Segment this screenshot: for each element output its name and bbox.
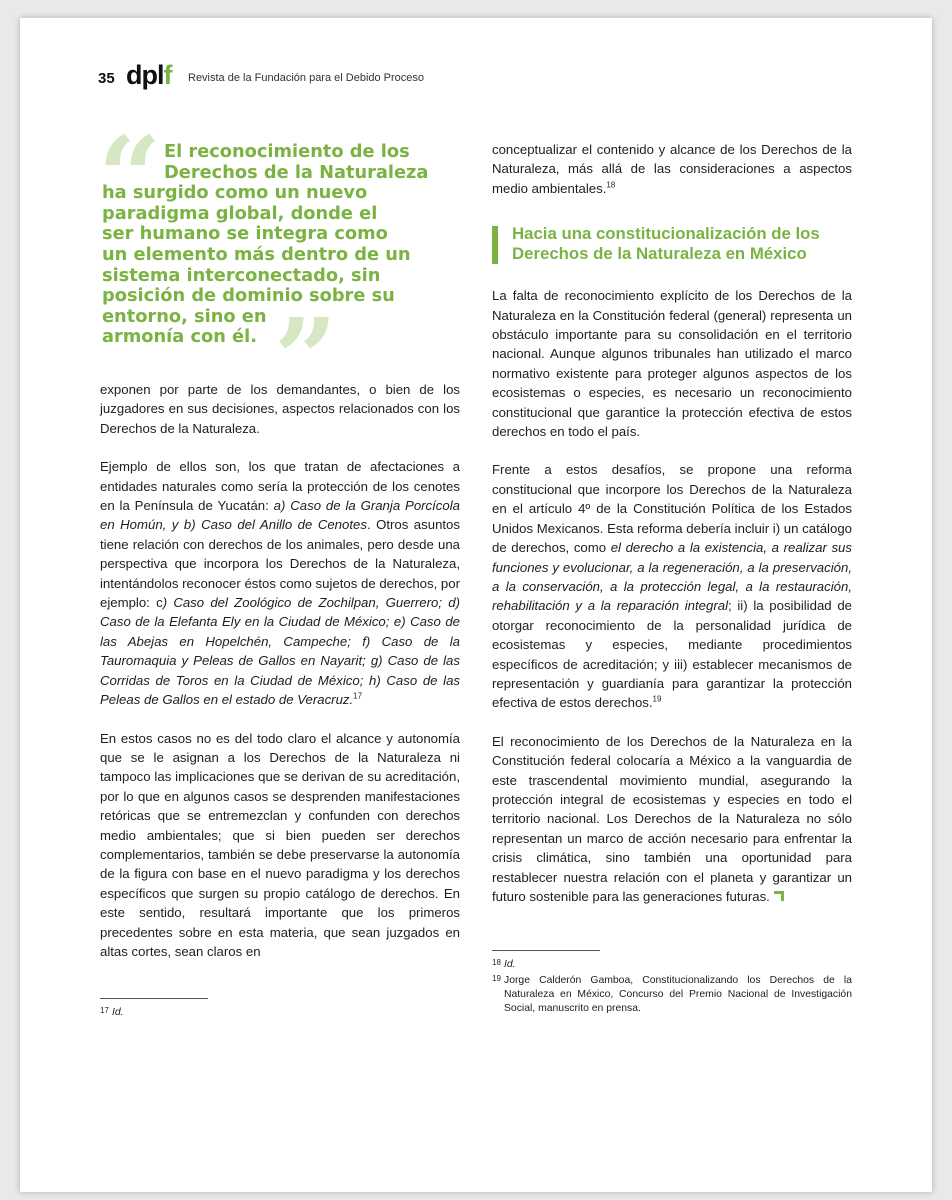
footnote-ref[interactable]: 19 (652, 694, 662, 704)
footnote-text: Jorge Calderón Gamboa, Constitucionalizando los Derechos de la Naturaleza en México, Concurso del Premio Nacional de Investigación Social, manuscrito en prensa. (504, 975, 852, 1014)
end-of-article-icon (774, 891, 784, 901)
quote-line: un elemento más dentro de un (102, 243, 411, 265)
body-paragraph: La falta de reconocimiento explícito de los Derechos de la Naturaleza en la Constitución federal (general) representa un obstáculo importante para su consolidación en el territorio nacional. Aunque algunos tribunales han utilizado el marco normativo existente para proteger algunos aspectos de los ecosistemas o especies, es necesario un reconocimiento constitucional que garantice la protección efectiva de estos derechos en todo el país. (492, 288, 852, 440)
quote-line: armonía con él. (102, 326, 257, 348)
paragraph-text: Ejemplo de ellos son, los que tratan de afectaciones a entidades naturales como sería la protección de los cenotes en la Península de Yucatán: (100, 459, 460, 514)
quote-line: sistema interconectado, sin (102, 264, 381, 286)
footnote (100, 1006, 460, 1020)
paragraph-text: Frente a estos desafíos, se propone una reforma constitucional que incorpore los Derechos de la Naturaleza en el artículo 4º de la Constitución Política de los Estados Unidos Mexicanos. Esta reforma debería incluir i) un catálogo de derechos, como (492, 462, 852, 556)
footnote-text: Id. (504, 959, 516, 970)
quote-line: ser humano se integra como (102, 223, 388, 245)
footnote-ref[interactable]: 18 (606, 180, 616, 190)
dplf-logo (126, 60, 172, 91)
quote-line: El reconocimiento de los (164, 141, 410, 162)
footnote-number: 17 (100, 1006, 109, 1015)
footnote (492, 958, 852, 972)
case-list-italic: a) Caso de la Granja Porcícola en Homún, y b) Caso del Anillo de Cenotes (100, 498, 460, 533)
footnote (492, 974, 852, 1016)
open-quote-icon: “ (98, 112, 162, 241)
quote-line: ha surgido como un nuevo (102, 182, 368, 204)
logo-text: dpl (126, 60, 164, 90)
pull-quote-text (102, 142, 462, 348)
section-heading (492, 224, 852, 264)
section-title: Hacia una constitucionalización de los Derechos de la Naturaleza en México (512, 224, 820, 264)
footnote-text: Id. (112, 1007, 124, 1018)
left-column (100, 380, 460, 980)
footnote-number: 19 (492, 974, 501, 983)
quote-line: Derechos de la Naturaleza (164, 161, 429, 183)
quote-line: paradigma global, donde el (102, 202, 378, 224)
case-list-italic: ) Caso del Zoológico de Zochilpan, Guerrero; d) Caso de la Elefanta Ely en la Ciudad de México; e) Caso de las Abejas en Hopelchén, Campeche; f) Caso de la Tauromaquia y Peleas de Gallos en Nayarit; g) Caso de las Corridas de Toros en la Ciudad de México; h) Caso de las Peleas de Gallos en el estado de Veracruz. (100, 595, 460, 708)
footnote-divider (100, 998, 208, 999)
body-paragraph (492, 140, 852, 198)
body-paragraph: exponen por parte de los demandantes, o bien de los juzgadores en sus decisiones, aspectos relacionados con los Derechos de la Naturaleza. (100, 382, 460, 436)
body-paragraph: En estos casos no es del todo claro el alcance y autonomía que se le asignan a los Derechos de la Naturaleza ni tampoco las implicaciones que se derivan de su acreditación, por lo que en algunos casos se desprenden manifestaciones retóricas que se entremezclan y confunden con derechos medio ambientales; que si bien pueden ser derechos complementarios, también se debe preservarse la autonomía de la figura con base en el nuevo paradigma y los derechos específicos que surgen su propio catálogo de derechos. En este sentido, resultará importante que los primeros precedentes sobre en esta materia, que sean juzgados en altas cortes, sean claros en (100, 730, 460, 959)
logo-accent: f (163, 60, 172, 90)
paragraph-text: ; ii) la posibilidad de otorgar reconocimiento de la personalidad jurídica de ecosistemas y especies, mediante procedimientos específicos de acreditación; y iii) establecer mecanismos de representación y guardianía para garantizar la protección efectiva de estos derechos. (492, 598, 852, 711)
footnote-ref[interactable]: 17 (353, 691, 363, 701)
body-paragraph (492, 460, 852, 712)
page-number: 35 (98, 70, 115, 87)
footnote-divider (492, 950, 600, 951)
paragraph-text: El reconocimiento de los Derechos de la Naturaleza en la Constitución federal colocaría a México a la vanguardia de este trascendental movimiento mundial, asegurando la protección integral de ecosistemas y especies en todo el territorio nacional. Los Derechos de la Naturaleza no sólo representan un marco de acción necesario para enfrentar la crisis climática, sino también una oportunidad para restablecer nuestra relación con el planeta y garantizar un futuro sostenible para las generaciones futuras. (492, 733, 852, 904)
page-sheet (20, 18, 932, 1192)
paragraph-text: conceptualizar el contenido y alcance de los Derechos de la Naturaleza, más allá de las consideraciones a aspectos medio ambientales. (492, 142, 852, 196)
body-paragraph (100, 457, 460, 709)
paragraph-text: . Otros asuntos tiene relación con derechos de los animales, pero desde una perspectiva que incorpora los Derechos de la Naturaleza, intentándolos reconocer éstos como sujetos de derechos, por ejemplo: c (100, 517, 460, 611)
footnote-number: 18 (492, 958, 501, 967)
quote-line: posición de dominio sobre su (102, 285, 395, 307)
quote-line: entorno, sino en (102, 305, 267, 327)
section-bar (492, 226, 498, 264)
journal-title: Revista de la Fundación para el Debido Proceso (188, 72, 425, 84)
body-paragraph (492, 732, 852, 907)
page-header (98, 62, 798, 102)
rights-list-italic: el derecho a la existencia, a realizar sus funciones y evolucionar, a la regeneración, a la preservación, a la conservación, a la protección legal, a la restauración, rehabilitación y a la reparación integral (492, 540, 852, 614)
close-quote-icon: ” (274, 294, 338, 423)
right-column (492, 140, 852, 925)
